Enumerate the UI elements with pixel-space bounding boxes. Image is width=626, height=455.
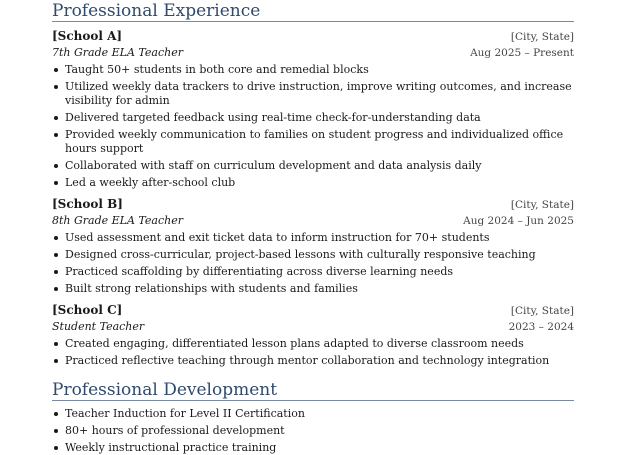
bullet-text: 80+ hours of professional development: [65, 424, 285, 437]
job-dates: Aug 2024 – Jun 2025: [463, 215, 574, 227]
bullet-dot-icon: [54, 412, 58, 416]
section-divider: [52, 21, 574, 22]
school-name: [School C]: [52, 303, 123, 317]
development-section: [52, 380, 574, 455]
job-role: Student Teacher: [52, 320, 145, 333]
experience-entry-school-c: [52, 302, 574, 368]
bullet-text: Designed cross-curricular, project-based lessons with culturally responsive teaching: [65, 248, 536, 261]
list-item: [52, 265, 574, 279]
bullet-text: Provided weekly communication to families on student progress and individualized office hours support: [65, 128, 564, 155]
bullet-list: [52, 407, 574, 455]
section-title-experience: Professional Experience: [52, 1, 261, 21]
school-name: [School B]: [52, 197, 123, 211]
list-item: [52, 248, 574, 262]
job-dates: Aug 2025 – Present: [470, 47, 574, 59]
bullet-text: Led a weekly after-school club: [65, 176, 236, 189]
list-item: [52, 111, 574, 125]
bullet-text: Practiced scaffolding by differentiating across diverse learning needs: [65, 265, 454, 278]
list-item: [52, 159, 574, 173]
bullet-dot-icon: [54, 164, 58, 168]
bullet-dot-icon: [54, 342, 58, 346]
bullet-dot-icon: [54, 359, 58, 363]
experience-section: [52, 0, 574, 368]
list-item: [52, 424, 574, 438]
experience-entry-school-a: [52, 28, 574, 190]
list-item: [52, 231, 574, 245]
bullet-dot-icon: [54, 68, 58, 72]
section-title-development: Professional Development: [52, 380, 278, 400]
school-location: [City, State]: [510, 31, 574, 43]
bullet-list: [52, 337, 574, 368]
bullet-dot-icon: [54, 181, 58, 185]
bullet-text: Teacher Induction for Level II Certification: [65, 407, 305, 420]
bullet-dot-icon: [54, 116, 58, 120]
list-item: [52, 80, 574, 108]
job-dates: 2023 – 2024: [508, 321, 574, 333]
bullet-list: [52, 63, 574, 190]
bullet-text: Taught 50+ students in both core and remedial blocks: [65, 63, 369, 76]
job-role: 7th Grade ELA Teacher: [52, 46, 183, 59]
bullet-dot-icon: [54, 446, 58, 450]
bullet-text: Weekly instructional practice training: [65, 441, 277, 454]
list-item: [52, 407, 574, 421]
bullet-text: Collaborated with staff on curriculum development and data analysis daily: [65, 159, 482, 172]
bullet-text: Built strong relationships with students and families: [65, 282, 358, 295]
list-item: [52, 354, 574, 368]
bullet-text: Created engaging, differentiated lesson plans adapted to diverse classroom needs: [65, 337, 524, 350]
bullet-dot-icon: [54, 287, 58, 291]
section-divider: [52, 400, 574, 401]
bullet-text: Delivered targeted feedback using real-time check-for-understanding data: [65, 111, 481, 124]
bullet-text: Practiced reflective teaching through mentor collaboration and technology integration: [65, 354, 550, 367]
list-item: [52, 63, 574, 77]
bullet-dot-icon: [54, 270, 58, 274]
list-item: [52, 282, 574, 296]
bullet-dot-icon: [54, 85, 58, 89]
bullet-dot-icon: [54, 429, 58, 433]
bullet-dot-icon: [54, 236, 58, 240]
list-item: [52, 337, 574, 351]
job-role: 8th Grade ELA Teacher: [52, 214, 183, 227]
school-location: [City, State]: [510, 199, 574, 211]
list-item: [52, 176, 574, 190]
experience-entry-school-b: [52, 196, 574, 296]
school-name: [School A]: [52, 29, 123, 43]
bullet-dot-icon: [54, 253, 58, 257]
bullet-dot-icon: [54, 133, 58, 137]
school-location: [City, State]: [510, 305, 574, 317]
list-item: [52, 128, 574, 156]
bullet-text: Used assessment and exit ticket data to inform instruction for 70+ students: [65, 231, 490, 244]
bullet-list: [52, 231, 574, 296]
bullet-text: Utilized weekly data trackers to drive instruction, improve writing outcomes, and increase visibility for admin: [65, 80, 572, 107]
